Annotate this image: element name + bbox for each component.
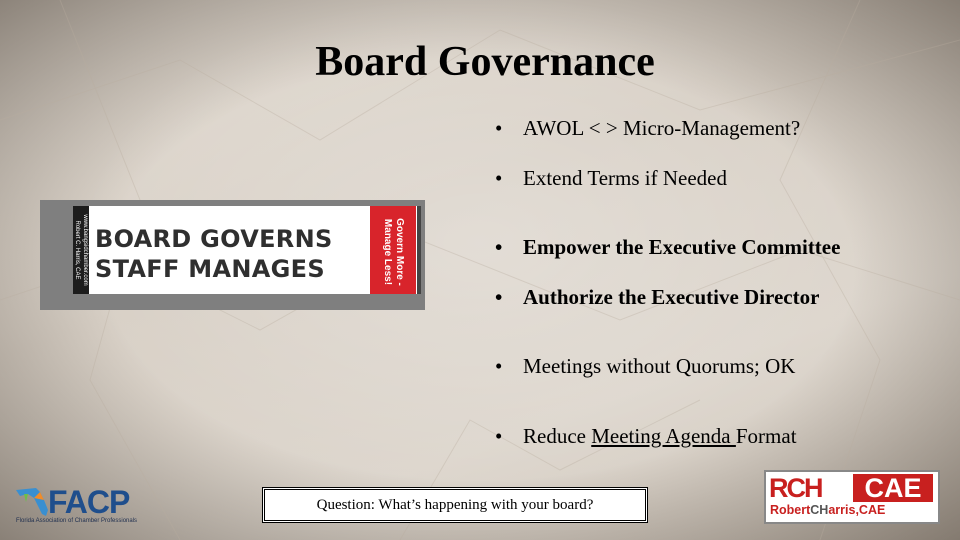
bullet-text-after: Format — [735, 424, 797, 448]
banner-line-1: BOARD GOVERNS — [95, 225, 333, 253]
banner-line-2: STAFF MANAGES — [95, 255, 325, 283]
banner-small-text: www.bangsidchamber.com Robert C. Harris, CAE — [74, 214, 88, 286]
rch-name: RobertCHarris,CAE — [770, 503, 886, 517]
bullet-dot: • — [495, 354, 503, 378]
question-box: Question: What’s happening with your board? — [264, 489, 646, 521]
bullet-text: Empower the Executive Committee — [523, 235, 841, 259]
banner-card — [73, 206, 421, 294]
bullet-dot: • — [495, 424, 503, 448]
bullet-item — [495, 166, 727, 191]
facp-subtitle: Florida Association of Chamber Professionals — [16, 518, 138, 524]
facp-logo — [14, 482, 154, 528]
bullet-item — [495, 116, 800, 141]
facp-name: FACP — [48, 484, 130, 520]
bullet-text: Meetings without Quorums; OK — [523, 354, 796, 378]
banner-dark-strip — [73, 206, 89, 294]
bullet-dot: • — [495, 235, 503, 259]
bullet-text: AWOL < > Micro-Management? — [523, 116, 801, 140]
bullet-text-underlined: Meeting Agenda — [591, 424, 736, 448]
rch-cae-logo — [764, 470, 940, 524]
banner-headline — [95, 224, 333, 284]
bullet-text: Authorize the Executive Director — [523, 285, 820, 309]
bullet-dot: • — [495, 166, 503, 190]
bullet-item — [495, 354, 795, 379]
bullet-dot: • — [495, 116, 503, 140]
bullet-dot: • — [495, 285, 503, 309]
bullet-text-before: Reduce — [523, 424, 592, 448]
banner-red-strip — [370, 206, 416, 294]
slide-title: Board Governance — [315, 39, 655, 85]
cae-text: CAE — [853, 474, 933, 502]
board-governs-banner-image — [40, 200, 425, 310]
bullet-item — [495, 235, 840, 260]
bullet-item — [495, 424, 797, 449]
rch-logo-top — [769, 474, 933, 502]
bullet-text: Extend Terms if Needed — [523, 166, 727, 190]
rch-text: RCH — [769, 474, 849, 502]
banner-side-text: Govern More - Manage Less! — [382, 218, 405, 286]
bullet-item — [495, 285, 819, 310]
